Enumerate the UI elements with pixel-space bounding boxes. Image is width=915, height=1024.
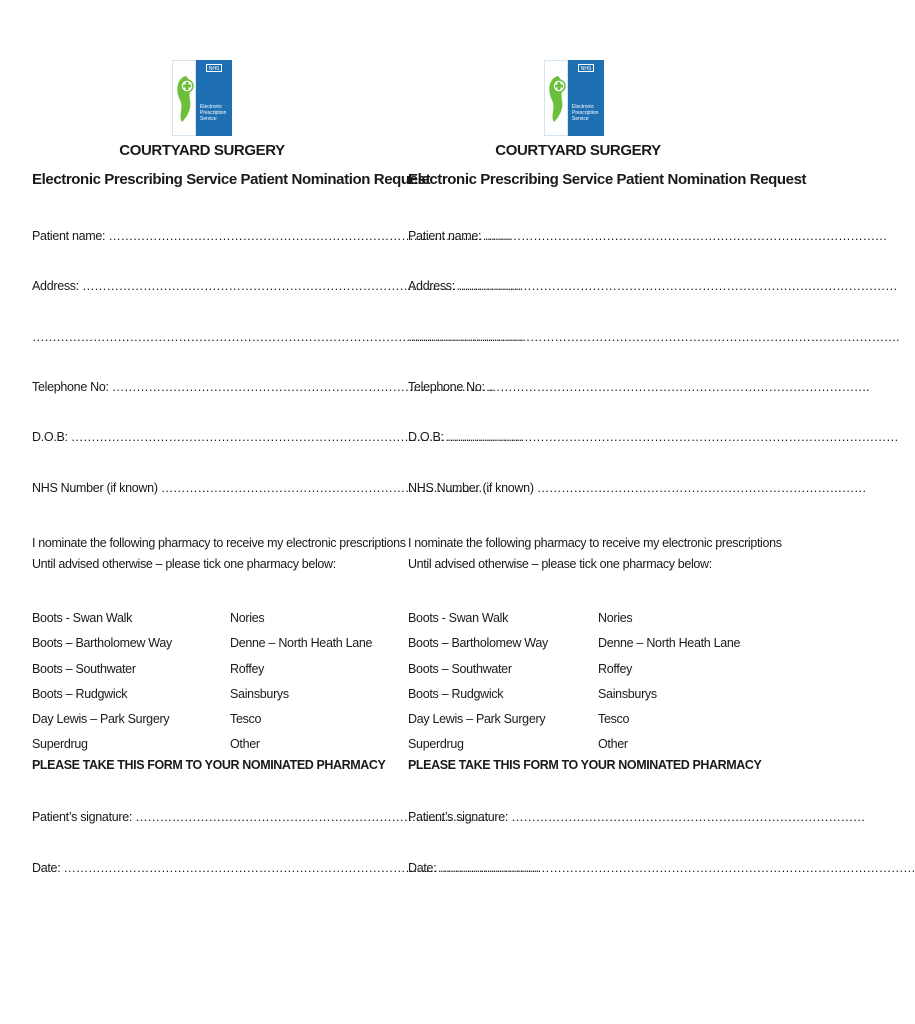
nhs-badge: NHS [206,64,222,72]
take-form-notice: PLEASE TAKE THIS FORM TO YOUR NOMINATED PHARMACY [408,758,762,772]
pharmacy-option[interactable]: Boots – Rudgwick [408,686,504,701]
date-field[interactable]: Date: ……………………………………………………………………………………………………… [408,861,915,875]
nomination-line-1: I nominate the following pharmacy to receive my electronic prescriptions [408,536,782,550]
pharmacy-list-col1 [408,606,548,758]
pharmacy-option[interactable]: Boots – Southwater [408,661,512,676]
patient-name-field[interactable]: Patient name: ……………………………………………………………………………………… [408,229,888,243]
pharmacy-option[interactable]: Nories [230,611,265,625]
address-field[interactable]: Address: ……………………………………………………………………………………………… [408,279,898,293]
telephone-field[interactable]: Telephone No: …………………………………………………………………………………. [408,380,870,394]
surgery-name: COURTYARD SURGERY [495,142,661,159]
take-form-notice: PLEASE TAKE THIS FORM TO YOUR NOMINATED PHARMACY [32,758,386,772]
patient-name-field[interactable]: Patient name: ……………………………………………………………………………………… [32,229,512,243]
address-line2-field[interactable]: …………………………………………………………………………………………………………. [408,330,900,344]
surgery-name: COURTYARD SURGERY [119,142,285,159]
pharmacy-option[interactable]: Denne – North Heath Lane [230,636,373,651]
green-cross-icon [546,70,570,126]
pharmacy-list-col2 [598,606,740,758]
eps-logo-text: Electronic Prescription Service [572,104,599,122]
address-line2-field[interactable]: …………………………………………………………………………………………………………. [32,330,524,344]
nomination-line-1: I nominate the following pharmacy to receive my electronic prescriptions [32,536,406,550]
nhs-number-field[interactable]: NHS Number (if known) ……………………………………………………………………… [32,481,491,495]
pharmacy-option[interactable]: Boots - Swan Walk [408,611,509,625]
green-cross-icon [174,70,198,126]
nomination-statement [408,533,782,575]
nomination-form-left [32,0,540,1024]
dob-field[interactable]: D.O.B: ………………………………………………………………………………………………… [408,430,899,444]
pharmacy-option[interactable]: Day Lewis – Park Surgery [32,712,170,727]
pharmacy-option[interactable]: Boots – Southwater [32,661,136,676]
nomination-statement [32,533,406,575]
pharmacy-option[interactable]: Tesco [598,712,630,727]
pharmacy-option[interactable]: Superdrug [32,737,88,752]
pharmacy-option[interactable]: Boots – Rudgwick [32,686,128,701]
dob-field[interactable]: D.O.B: ………………………………………………………………………………………………… [32,430,523,444]
eps-logo [172,60,232,136]
pharmacy-option[interactable]: Superdrug [408,737,464,752]
pharmacy-option[interactable]: Nories [598,611,633,625]
nhs-badge: NHS [578,64,594,72]
pharmacy-option[interactable]: Roffey [598,661,633,676]
pharmacy-option[interactable]: Denne – North Heath Lane [598,636,741,651]
pharmacy-option[interactable]: Boots – Bartholomew Way [408,636,548,651]
address-field[interactable]: Address: ……………………………………………………………………………………………… [32,279,522,293]
date-field[interactable]: Date: ……………………………………………………………………………………………………… [32,861,540,875]
telephone-field[interactable]: Telephone No: …………………………………………………………………………………. [32,380,494,394]
pharmacy-option[interactable]: Roffey [230,661,265,676]
pharmacy-option[interactable]: Tesco [230,712,262,727]
pharmacy-option[interactable]: Boots - Swan Walk [32,611,133,625]
nomination-line-2: Until advised otherwise – please tick one pharmacy below: [408,557,712,571]
nhs-number-field[interactable]: NHS Number (if known) ……………………………………………………………………… [408,481,867,495]
pharmacy-option[interactable]: Sainsburys [230,686,289,701]
eps-logo-text: Electronic Prescription Service [200,104,227,122]
pharmacy-option[interactable]: Sainsburys [598,686,657,701]
form-title: Electronic Prescribing Service Patient Nomination Request [32,171,431,188]
pharmacy-option[interactable]: Boots – Bartholomew Way [32,636,172,651]
pharmacy-option[interactable]: Day Lewis – Park Surgery [408,712,546,727]
signature-field[interactable]: Patient’s signature: …………………………………………………………………………… [32,810,490,824]
nomination-form-right [408,0,915,1024]
nomination-line-2: Until advised otherwise – please tick one pharmacy below: [32,557,336,571]
eps-logo [544,60,604,136]
signature-field[interactable]: Patient’s signature: …………………………………………………………………………… [408,810,866,824]
pharmacy-option[interactable]: Other [598,737,628,752]
form-title: Electronic Prescribing Service Patient Nomination Request [408,171,807,188]
pharmacy-list-col2 [230,606,372,758]
pharmacy-list-col1 [32,606,172,758]
pharmacy-option[interactable]: Other [230,737,260,752]
